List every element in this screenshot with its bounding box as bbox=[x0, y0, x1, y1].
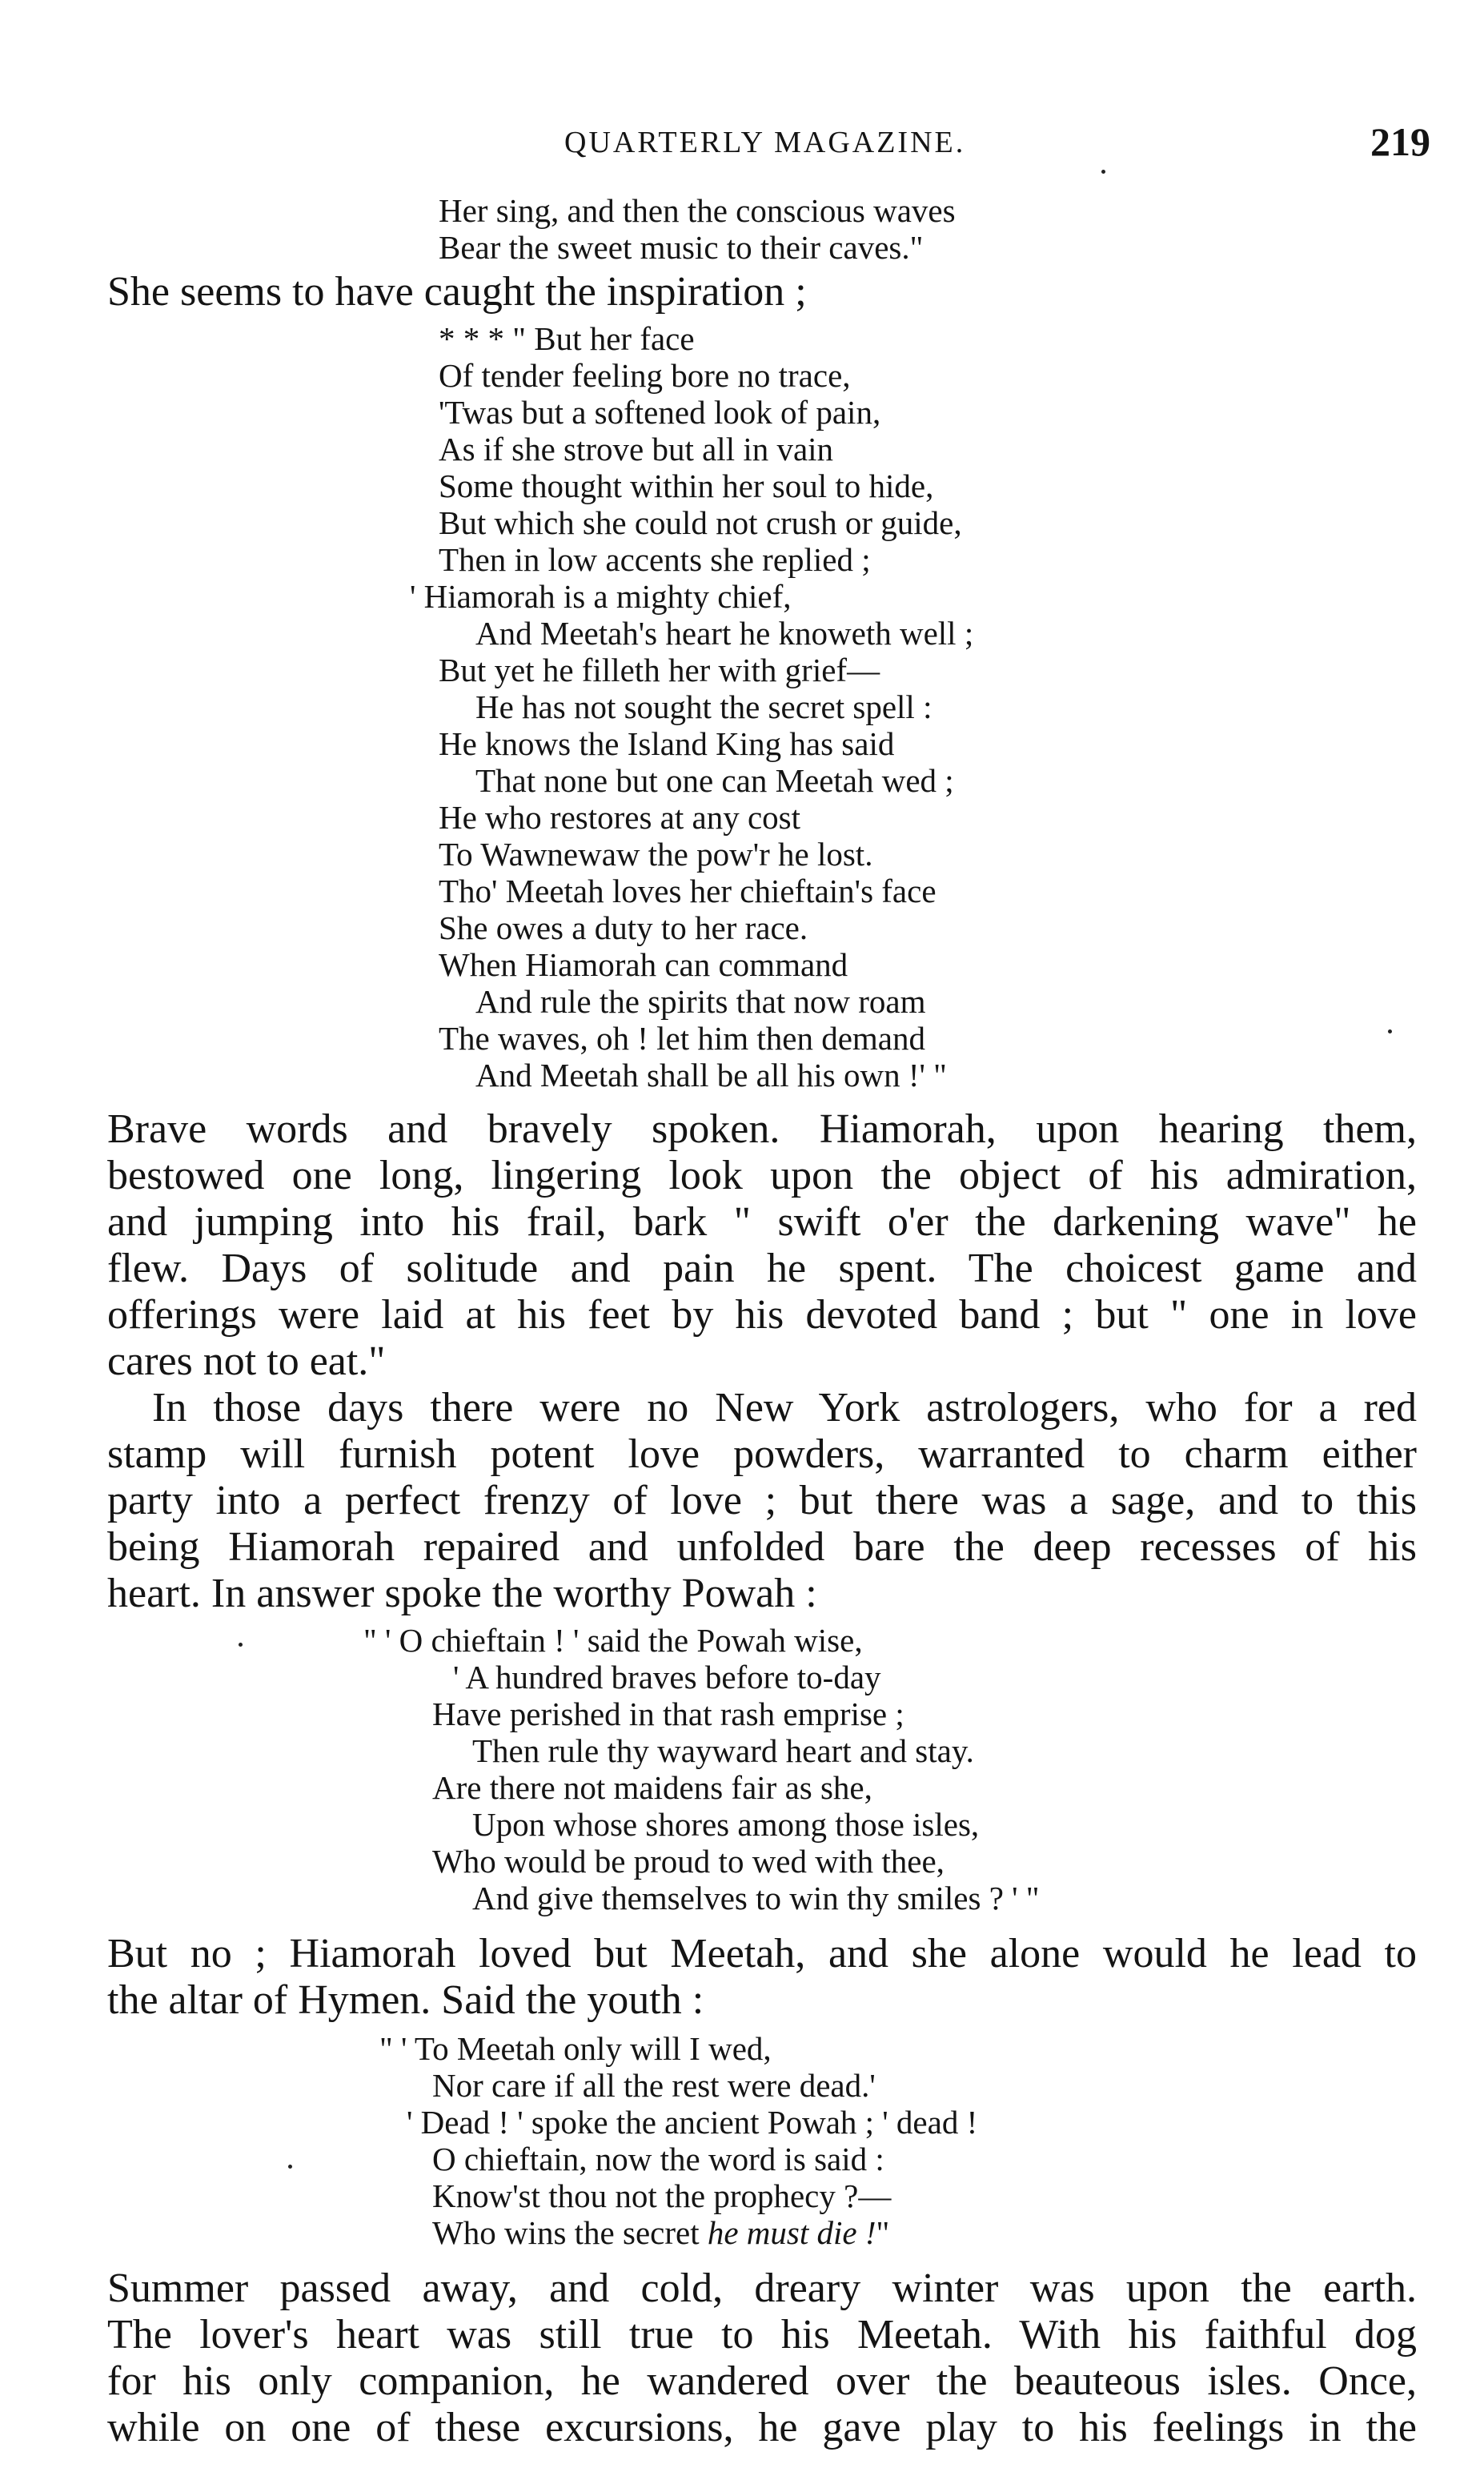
prose-line: In those days there were no New York astrologers, who for a red bbox=[152, 1385, 1417, 1431]
verse-line: Of tender feeling bore no trace, bbox=[439, 357, 851, 394]
verse-line: Have perished in that rash emprise ; bbox=[432, 1695, 904, 1732]
prose-line: heart. In answer spoke the worthy Powah : bbox=[107, 1571, 817, 1616]
verse-line: And rule the spirits that now roam bbox=[475, 983, 926, 1020]
page-number: 219 bbox=[1370, 119, 1430, 164]
verse-line: Then in low accents she replied ; bbox=[439, 541, 871, 578]
prose-line: bestowed one long, lingering look upon the object of his admiration, bbox=[107, 1153, 1417, 1198]
verse-line: O chieftain, now the word is said : bbox=[432, 2141, 884, 2177]
verse-line: 'Twas but a softened look of pain, bbox=[439, 394, 881, 431]
verse-line: Upon whose shores among those isles, bbox=[472, 1806, 980, 1843]
verse-line: Her sing, and then the conscious waves bbox=[439, 192, 956, 229]
verse-line: Some thought within her soul to hide, bbox=[439, 468, 934, 504]
verse-line: The waves, oh ! let him then demand bbox=[439, 1020, 925, 1057]
verse-line: Know'st thou not the prophecy ?— bbox=[432, 2177, 892, 2214]
verse-line: Then rule thy wayward heart and stay. bbox=[472, 1732, 974, 1769]
prose-line: She seems to have caught the inspiration ; bbox=[107, 269, 807, 315]
prose-line: flew. Days of solitude and pain he spent. The choicest game and bbox=[107, 1246, 1417, 1291]
verse-line: ' Dead ! ' spoke the ancient Powah ; ' dead ! bbox=[407, 2104, 978, 2141]
prose-line: while on one of these excursions, he gave play to his feelings in the bbox=[107, 2405, 1417, 2450]
verse-line: And Meetah shall be all his own !' " bbox=[475, 1057, 947, 1094]
prose-line: offerings were laid at his feet by his devoted band ; but " one in love bbox=[107, 1292, 1417, 1338]
verse-line: But yet he filleth her with grief— bbox=[439, 652, 880, 688]
running-title: QUARTERLY MAGAZINE. bbox=[564, 126, 966, 159]
verse-line: ' Hiamorah is a mighty chief, bbox=[410, 578, 792, 615]
verse-line: He has not sought the secret spell : bbox=[475, 688, 933, 725]
verse-line: " ' To Meetah only will I wed, bbox=[379, 2030, 772, 2067]
verse-line: Nor care if all the rest were dead.' bbox=[432, 2067, 876, 2104]
verse-line: Tho' Meetah loves her chieftain's face bbox=[439, 873, 937, 909]
verse-line: Are there not maidens fair as she, bbox=[432, 1769, 872, 1806]
verse-line: She owes a duty to her race. bbox=[439, 909, 808, 946]
verse-line: ' A hundred braves before to-day bbox=[453, 1659, 881, 1695]
prose-line: Brave words and bravely spoken. Hiamorah, upon hearing them, bbox=[107, 1106, 1417, 1152]
print-speck bbox=[1388, 1029, 1392, 1033]
print-speck bbox=[288, 2165, 292, 2169]
prose-line: stamp will furnish potent love powders, warranted to charm either bbox=[107, 1431, 1417, 1477]
prose-line: But no ; Hiamorah loved but Meetah, and she alone would he lead to bbox=[107, 1931, 1417, 1976]
verse-line bbox=[432, 2214, 889, 2251]
prose-line: party into a perfect frenzy of love ; but there was a sage, and to this bbox=[107, 1478, 1417, 1523]
prose-line: being Hiamorah repaired and unfolded bare the deep recesses of his bbox=[107, 1524, 1417, 1570]
prose-line: cares not to eat." bbox=[107, 1338, 386, 1384]
prose-line: The lover's heart was still true to his Meetah. With his faithful dog bbox=[107, 2312, 1417, 2358]
verse-line: He knows the Island King has said bbox=[439, 725, 895, 762]
verse-line: And give themselves to win thy smiles ? ' " bbox=[472, 1880, 1040, 1916]
verse-line: That none but one can Meetah wed ; bbox=[475, 762, 954, 799]
verse-line: " ' O chieftain ! ' said the Powah wise, bbox=[363, 1622, 863, 1659]
verse-line: Who would be proud to wed with thee, bbox=[432, 1843, 945, 1880]
verse-emphasis: he must die ! bbox=[707, 2214, 876, 2251]
verse-line: He who restores at any cost bbox=[439, 799, 801, 836]
verse-line: To Wawnewaw the pow'r he lost. bbox=[439, 836, 873, 873]
verse-line: And Meetah's heart he knoweth well ; bbox=[475, 615, 974, 652]
verse-line: As if she strove but all in vain bbox=[439, 431, 834, 468]
prose-line: and jumping into his frail, bark " swift o'er the darkening wave" he bbox=[107, 1199, 1417, 1245]
verse-line-text: Who wins the secret bbox=[432, 2214, 700, 2251]
verse-line: When Hiamorah can command bbox=[439, 946, 848, 983]
print-speck bbox=[239, 1643, 243, 1647]
prose-line: for his only companion, he wandered over the beauteous isles. Once, bbox=[107, 2358, 1417, 2404]
prose-line: Summer passed away, and cold, dreary winter was upon the earth. bbox=[107, 2265, 1417, 2311]
print-speck bbox=[1101, 170, 1105, 174]
verse-close-quote: " bbox=[876, 2214, 890, 2251]
verse-line: * * * " But her face bbox=[439, 320, 695, 357]
running-head bbox=[0, 120, 1484, 168]
verse-line: Bear the sweet music to their caves." bbox=[439, 229, 924, 266]
verse-line: But which she could not crush or guide, bbox=[439, 504, 962, 541]
prose-line: the altar of Hymen. Said the youth : bbox=[107, 1977, 704, 2023]
